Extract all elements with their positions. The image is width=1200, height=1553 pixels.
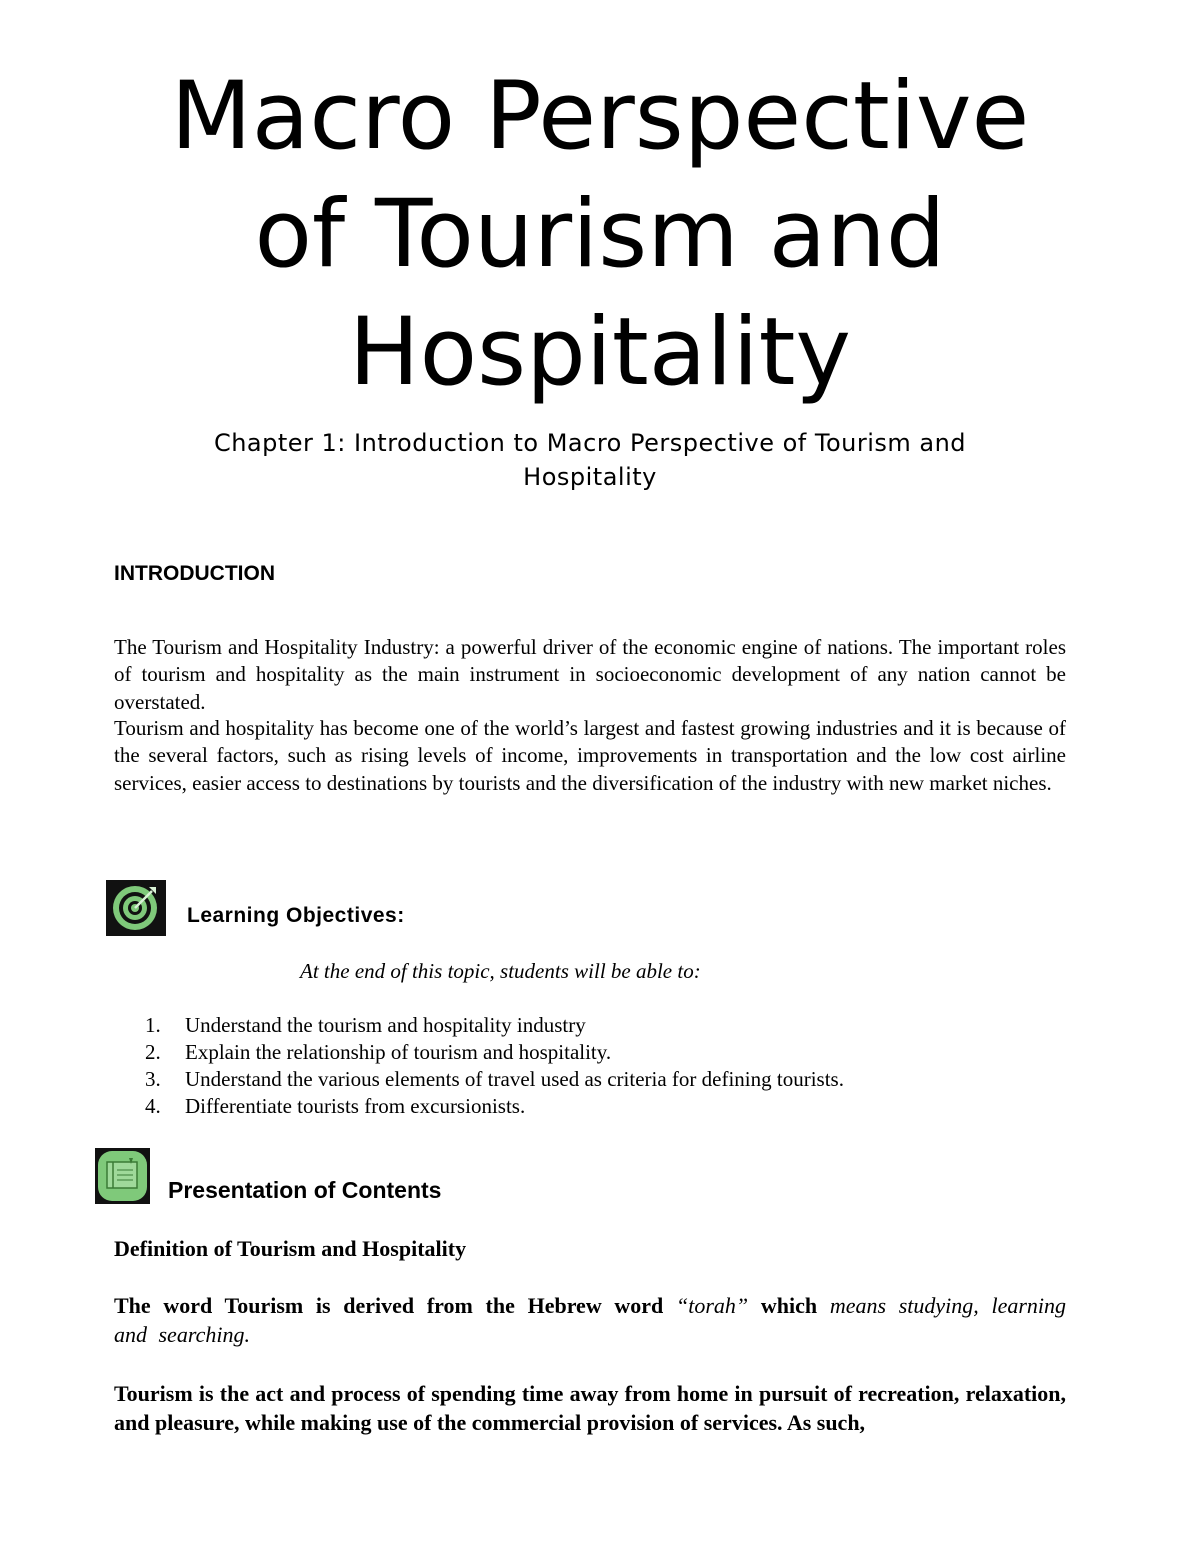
- introduction-heading: INTRODUCTION: [114, 562, 275, 585]
- introduction-paragraph-2: Tourism and hospitality has become one of the world’s largest and fastest growing industries and it is because of the several factors, such as rising levels of income, improvements in transportation and the low cost airline services, easier access to destinations by tourists and the diversification of the industry with new market niches.: [114, 716, 1066, 795]
- title-line-1: Macro Perspective: [170, 62, 1030, 171]
- word-origin-lead: The word Tourism is derived from the Hebrew word: [114, 1293, 664, 1318]
- list-item: [145, 1066, 844, 1093]
- title-line-3: Hospitality: [348, 298, 852, 407]
- torah-term: “torah”: [676, 1293, 749, 1318]
- presentation-of-contents-heading: Presentation of Contents: [168, 1177, 442, 1203]
- target-icon: [106, 880, 166, 936]
- tourism-term: Tourism: [114, 1381, 193, 1406]
- list-text: Understand the various elements of travel used as criteria for defining tourists.: [185, 1067, 844, 1091]
- document-title: [0, 58, 1200, 412]
- list-item: [145, 1093, 844, 1120]
- list-item: [145, 1012, 844, 1039]
- tourism-definition-paragraph: [114, 1379, 1066, 1437]
- objectives-list: [145, 1012, 844, 1120]
- list-number: 3.: [145, 1067, 161, 1091]
- introduction-paragraph-1: The Tourism and Hospitality Industry: a powerful driver of the economic engine of nations. The important roles of tourism and hospitality as the main instrument in socioeconomic development of any nation cannot be overstated.: [114, 635, 1066, 714]
- list-text: Differentiate tourists from excursionists.: [185, 1094, 526, 1118]
- list-number: 4.: [145, 1094, 161, 1118]
- list-number: 2.: [145, 1040, 161, 1064]
- word-origin-which: which: [760, 1293, 818, 1318]
- definition-heading: Definition of Tourism and Hospitality: [114, 1236, 467, 1261]
- learning-objectives-heading: Learning Objectives:: [187, 904, 405, 927]
- title-line-2: of Tourism and: [254, 180, 946, 289]
- list-text: Understand the tourism and hospitality industry: [185, 1013, 586, 1037]
- chapter-subtitle: Chapter 1: Introduction to Macro Perspective of Tourism and Hospitality: [213, 429, 967, 491]
- word-origin-meaning: means studying, learning and searching.: [114, 1293, 1067, 1347]
- list-item: [145, 1039, 844, 1066]
- list-number: 1.: [145, 1013, 161, 1037]
- list-text: Explain the relationship of tourism and hospitality.: [185, 1040, 612, 1064]
- book-icon: [95, 1148, 150, 1204]
- objectives-intro: At the end of this topic, students will be able to:: [300, 959, 701, 983]
- tourism-definition-text: is the act and process of spending time away from home in pursuit of recreation, relaxation, and pleasure, while making use of the commercial provision of services. As such,: [114, 1381, 1067, 1435]
- word-origin-paragraph: [114, 1291, 1066, 1349]
